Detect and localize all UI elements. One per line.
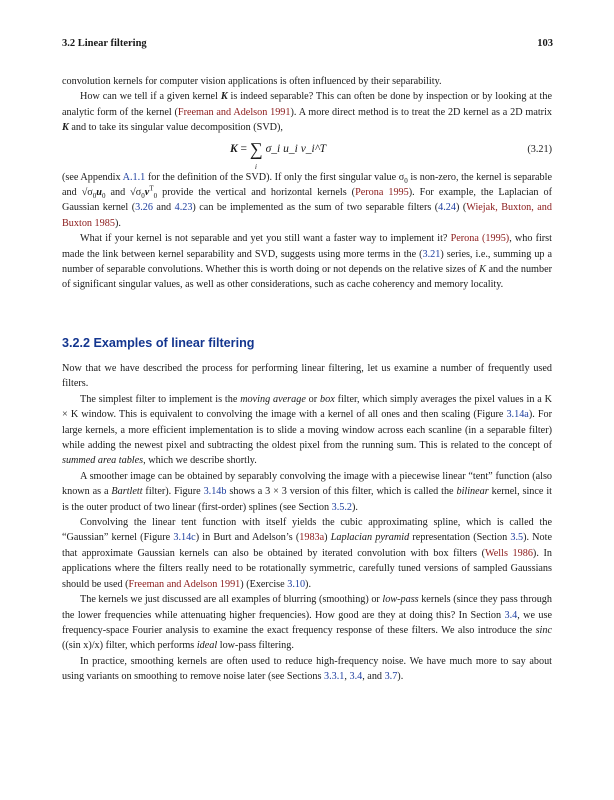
paragraph: The kernels we just discussed are all examples of blurring (smoothing) or low-pass kernels (since they pass through the lower frequencies while attenuating higher frequencies). How good are they at doing this? In Section 3.4, we use frequency-space Fourier analysis to examine the exact frequency response of these filters. We also introduce the sinc ((sin x)/x) filter, which performs ideal low-pass filtering.: [62, 594, 552, 652]
citation-link[interactable]: 1983a: [299, 532, 325, 544]
reference-link[interactable]: 4.23: [174, 202, 193, 214]
reference-link[interactable]: 3.21: [422, 248, 441, 260]
citation-link[interactable]: Freeman and Adelson 1991: [177, 106, 291, 118]
section-3-2-2: [62, 336, 552, 351]
paragraph: Now that we have described the process for performing linear filtering, let us examine a number of frequently used filters.: [62, 363, 552, 390]
reference-link[interactable]: 3.4: [504, 609, 518, 621]
paragraph: What if your kernel is not separable and yet you still want a faster way to implement it? Perona (1995), who first made the link between kernel separability and SVD, suggests using more terms in the (3.21) series, i.e., summing up a number of separable convolutions. Whether this is worth doing or not depends on the relative sizes of K and the number of significant singular values, as well as other considerations, such as cache coherency and memory locality.: [62, 233, 553, 291]
paragraph: Convolving the linear tent function with itself yields the cubic approximating spline, which is called the “Gaussian” kernel (Figure 3.14c) in Burt and Adelson’s (1983a) Laplacian pyramid representation (Section 3.5). Note that approximate Gaussian kernels can also be obtained by iterated convolution with box filters (Wells 1986). In applications where the filters really need to be rotationally symmetric, carefully tuned versions of sampled Gaussians should be used (Freeman and Adelson 1991) (Exercise 3.10).: [62, 517, 552, 590]
reference-link[interactable]: 3.26: [135, 202, 153, 214]
running-head: [62, 38, 553, 49]
reference-link[interactable]: 3.5.2: [331, 501, 352, 513]
equation-number: (3.21): [527, 143, 552, 155]
reference-link[interactable]: 3.14a: [506, 409, 529, 421]
equation-body: K = ∑ i σ_i u_i v_i^T: [230, 138, 326, 171]
paragraph: In practice, smoothing kernels are often used to reduce high-frequency noise. We have much more to say about using variants on smoothing to remove noise later (see Sections 3.3.1, 3.4, and 3.7).: [62, 655, 552, 683]
page-number: 103: [537, 38, 553, 49]
reference-link[interactable]: A.1.1: [122, 171, 146, 183]
reference-link[interactable]: 3.3.1: [324, 671, 345, 683]
reference-link[interactable]: 3.14c: [173, 532, 196, 544]
paragraph: How can we tell if a given kernel K is indeed separable? This can often be done by inspection or by looking at the analytic form of the kernel (Freeman and Adelson 1991). A more direct method is to treat the 2D kernel as a 2D matrix K and to take its singular value decomposition (SVD),: [62, 91, 553, 134]
section-body: [62, 361, 552, 685]
paragraph: convolution kernels for computer vision applications is often influenced by their separability.: [62, 76, 442, 87]
citation-link[interactable]: Perona 1995: [355, 187, 409, 199]
paragraph: The simplest filter to implement is the moving average or box filter, which simply averages the pixel values in a K × K window. This is equivalent to convolving the image with a kernel of all ones and then scaling (Figure 3.14a). For large kernels, a more efficient implementation is to slide a moving window across each scanline (in a separable filter) while adding the newest pixel and subtracting the oldest pixel from the running sum. This is related to the concept of summed area tables, which we describe shortly.: [62, 393, 552, 467]
reference-link[interactable]: 3.4: [349, 671, 363, 683]
equation-3-21: [62, 138, 552, 171]
paragraph: (see Appendix A.1.1 for the definition of the SVD). If only the first singular value $\sigma_0$ is non-zero, the kernel is separable and $√\sigma_0u_0$ and $√\sigma_0v^T_0$ provide the vertical and horizontal kernels (Perona 1995). For example, the Laplacian of Gaussian kernel (3.26 and 4.23) can be implemented as the sum of two separable filters (4.24) (Wiejak, Buxton, and Buxton 1985).: [62, 171, 553, 229]
section-heading: 3.2.2 Examples of linear filtering: [62, 336, 255, 350]
reference-link[interactable]: 4.24: [438, 202, 456, 214]
citation-link[interactable]: Perona (1995): [450, 233, 510, 245]
paragraph: A smoother image can be obtained by separably convolving the image with a piecewise linear “tent” function (also known as a Bartlett filter). Figure 3.14b shows a 3 × 3 version of this filter, which is called the bilinear kernel, since it is the outer product of two linear (first-order) splines (see Section 3.5.2).: [62, 470, 552, 513]
reference-link[interactable]: 3.10: [287, 578, 306, 590]
reference-link[interactable]: 3.14b: [203, 486, 227, 498]
reference-link[interactable]: 3.5: [510, 532, 524, 544]
running-head-section: 3.2 Linear filtering: [62, 38, 147, 49]
intro-text: [62, 74, 552, 293]
citation-link[interactable]: Wiejak, Buxton, and Buxton 1985: [62, 202, 552, 229]
citation-link[interactable]: Freeman and Adelson 1991: [128, 578, 241, 590]
citation-link[interactable]: Wells 1986: [484, 547, 533, 559]
reference-link[interactable]: 3.7: [384, 671, 398, 683]
